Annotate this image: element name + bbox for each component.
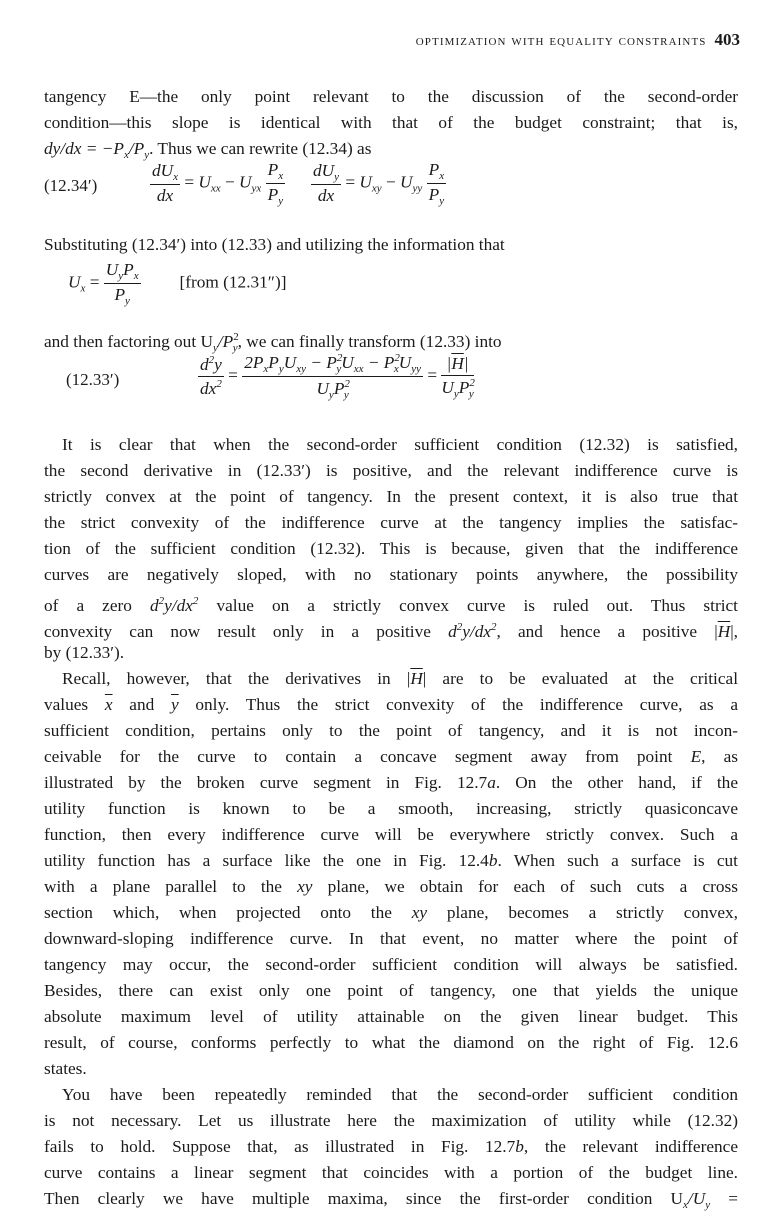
text-line: values $\overline{x}$ and $\overline{y}$ only. Thus the strict convexity of the indifference curve, as a — [44, 695, 739, 714]
text-line: Recall, however, that the derivatives in $|\overline{H}|$ are to be evaluated at the critical — [62, 669, 738, 688]
running-head — [290, 30, 740, 50]
text-line: section which, when projected onto the xy plane, becomes a strictly convex, — [44, 903, 739, 922]
text-line: tion of the sufficient condition (12.32). This is because, given that the indifference — [44, 539, 738, 558]
equation-number: (12.34′) — [44, 176, 98, 195]
equation-12-34-prime: $\frac{dU_x}{dx}$ = $U_{xx} - U_{yx}$ $\frac{P_x}{P_y}$ $\frac{dU_y}{dx}$ = $U_{xy} - U_{yy}$ $\frac{P_x}{P_y}$ — [152, 160, 445, 207]
text-line: convexity can now result only in a positive $d^2y/dx^2$, and hence a positive $|\overline{H}|$, — [44, 621, 738, 641]
text-line: curve contains a linear segment that coincides with a portion of the budget line. — [44, 1163, 738, 1182]
text-line: $dy/dx = -P_x/P_y$. Thus we can rewrite (12.34) as — [44, 139, 372, 161]
text-line: result, of course, conforms perfectly to what the diamond on the right of Fig. 12.6 — [44, 1033, 738, 1052]
text-line: illustrated by the broken curve segment in Fig. 12.7a. On the other hand, if the — [44, 773, 738, 792]
text-line: and then factoring out $U_y/P^2_y$, we can finally transform (12.33) into — [44, 331, 502, 354]
text-line: Besides, there can exist only one point of tangency, one that yields the unique — [44, 981, 738, 1000]
page-number: 403 — [714, 30, 740, 49]
text-line: curves are negatively sloped, with no stationary points anywhere, the possibility — [44, 565, 738, 584]
text-line: It is clear that when the second-order sufficient condition (12.32) is satisfied, — [62, 435, 738, 454]
text-line: You have been repeatedly reminded that the second-order sufficient condition — [62, 1085, 738, 1104]
text-line: downward-sloping indifference curve. In that event, no matter where the point of — [44, 929, 738, 948]
text-line: condition—this slope is identical with that of the budget constraint; that is, — [44, 113, 738, 132]
equation-number: (12.33′) — [66, 370, 120, 389]
text-line: Then clearly we have multiple maxima, since the first-order condition $U_x/U_y$ = — [44, 1189, 738, 1211]
text-line: of a zero $d^2y/dx^2$ value on a strictly convex curve is ruled out. Thus strict — [44, 595, 738, 615]
text-line: tangency may occur, the second-order sufficient condition will always be satisfied. — [44, 955, 738, 974]
text-line: strictly convex at the point of tangency. In the present context, it is also true that — [44, 487, 738, 506]
text-line: with a plane parallel to the xy plane, we obtain for each of such cuts a cross — [44, 877, 738, 896]
text-line: ceivable for the curve to contain a concave segment away from point E, as — [44, 747, 738, 766]
text-line: tangency E—the only point relevant to the discussion of the second-order — [44, 87, 738, 106]
equation-ux: $U_x$ = $\frac{U_yP_x}{P_y}$ [from (12.31″)] — [68, 260, 287, 307]
text-line: fails to hold. Suppose that, as illustrated in Fig. 12.7b, the relevant indifference — [44, 1137, 738, 1156]
running-title: optimization with equality constraints — [415, 33, 707, 49]
text-line: sufficient condition, pertains only to the point of tangency, and it is not incon- — [44, 721, 738, 740]
text-line: the strict convexity of the indifference curve at the tangency implies the satisfac- — [44, 513, 738, 532]
text-line: absolute maximum level of utility attainable on the given linear budget. This — [44, 1007, 738, 1026]
text-line: utility function has a surface like the one in Fig. 12.4b. When such a surface is cut — [44, 851, 738, 870]
text-line: function, then every indifference curve will be everywhere strictly convex. Such a — [44, 825, 738, 844]
text-line: Substituting (12.34′) into (12.33) and utilizing the information that — [44, 235, 505, 254]
text-line: utility function is known to be a smooth, increasing, strictly quasiconcave — [44, 799, 738, 818]
text-line: the second derivative in (12.33′) is positive, and the relevant indifference curve is — [44, 461, 738, 480]
text-line: by (12.33′). — [44, 643, 125, 662]
text-line: is not necessary. Let us illustrate here the maximization of utility while (12.32) — [44, 1111, 738, 1130]
equation-12-33-prime: $\frac{d^2y}{dx^2}$ = $\frac{2P_xP_yU_{xy} - P^2_yU_{xx} - P^2_xU_{yy}}{U_yP^2_y}$ = $\frac{|\overline{H}|}{U_yP^2_y}$ — [200, 352, 475, 401]
equation-source-note: [from (12.31″)] — [179, 272, 287, 292]
text-line: states. — [44, 1059, 87, 1078]
